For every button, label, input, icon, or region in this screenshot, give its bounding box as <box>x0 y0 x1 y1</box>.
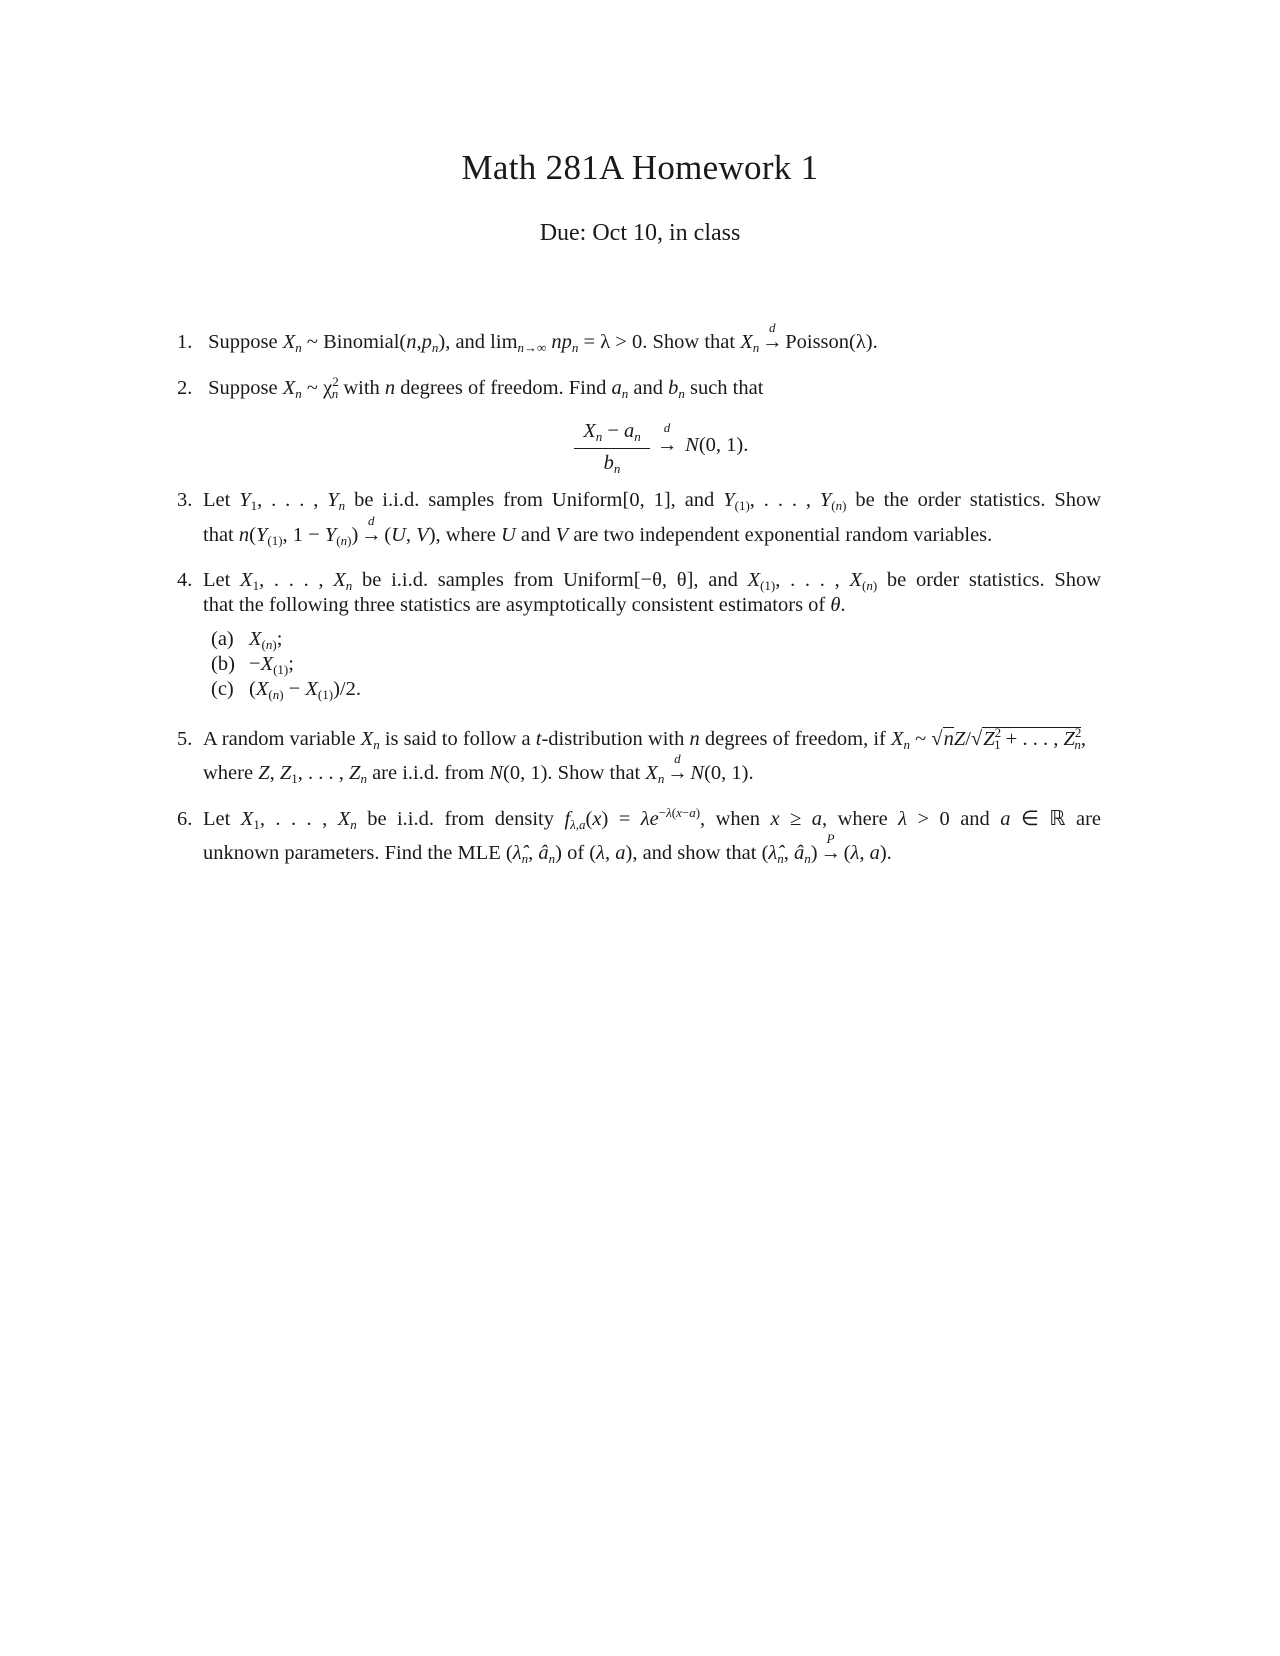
document-title: Math 281A Homework 1 <box>461 148 819 187</box>
problem-number: 6. <box>177 808 193 830</box>
converges-in-distribution-arrow: d → <box>361 513 382 546</box>
problem-4-line-2: that the following three statistics are asymptotically consistent estimators of θ. <box>203 594 846 616</box>
sqrt-symbol: √ <box>931 728 943 750</box>
converges-in-distribution-arrow: d → <box>657 420 678 456</box>
problem-number: 3. <box>177 489 193 511</box>
converges-in-distribution-arrow: d → <box>667 751 688 784</box>
problem-3-line-2: that $n(Y_{(1)}$, $1 - Y_{(n)}$) d → (U, V), where U and V are two independent exponential random variables. <box>203 513 993 548</box>
problem-5-line-2: where Z, $Z_1$, . . . , $Z_n$ are i.i.d. from N(0, 1). Show that $X_n$ d → N(0, 1). <box>203 751 754 786</box>
problem-3-line-1: 3. Let $Y_1$, . . . , $Y_n$ be i.i.d. samples from Uniform[0, 1], and $Y_{(1)}$, . . . , $Y_{(n)}$ be the order statistics. Show <box>177 489 1102 513</box>
converges-in-distribution-arrow: d → <box>762 320 783 353</box>
fraction-bar <box>574 448 650 449</box>
converges-in-probability-arrow: P → <box>820 831 842 864</box>
problem-6-line-1: 6. Let $X_1$, . . . , $X_n$ be i.i.d. from density $f_{\lambda,a}(x) = \lambda e^{-\lambda(x-a)}$, when x ≥ a, where λ > 0 and a ∈ ℝ are <box>177 805 1101 832</box>
homework-page: Math 281A Homework 1 Due: Oct 10, in class 1. Suppose $X_n$ ~ $Binomial(n,p_n)$, and $\lim_{n\to\infty} np_n = \lambda > 0$. Show that $X_n$ d → Poisson(λ). 2. Suppose $X_n$ ~ $\chi^2_n$ with n degrees of freedom. Find $a_n$ and $b_n$ such that $X_n - a_n$ $b_n$ d → N(0, 1). 3. Let $Y_1$, . . . , $Y_n$ be i.i.d. samples from Uniform[0, 1], and $Y_{(1)}$, . . . , $Y_{(n)}$ be the order statistics. Show that $n(Y_{(1)}$, $1 - Y_{(n)}$) d → (U, V), where U and V are two independent exponential random variables. 4. Let $X_1$, . . . , $X_n$ be i.i.d. samples from Uniform[−θ, θ], and $X_{(1)}$, . . . , $X_{(n)}$ be order statistics. Show that the following three statistics are asymptotically consistent estimators of θ. (a) $X_{(n)}$; $(b) -X_{(1)}$; (c) $(X_{(n)} - X_{(1)})/2$. 5. A random variable $X_n$ is said to follow a t-distribution with n degrees of freedom, if $X_n$ ~ $√nZ/√Z^2_1$ + . . . , $Z^2_n$, where Z, $Z_1$, . . . , $Z_n$ are i.i.d. from N(0, 1). Show that $X_n$ d → N(0, 1). 6. Let $X_1$, . . . , $X_n$ be i.i.d. from density $f_{\lambda,a}(x) = \lambda e^{-\lambda(x-a)}$, when x ≥ a, where λ > 0 and a ∈ ℝ are unknown parameters. Find the MLE ($\lambdâ_n$, $â_n$) of (λ, a), and show that ($\lambdâ_n$, $â_n$) P → (λ, a). <box>0 0 1280 1656</box>
problem-4-line-1: 4. Let $X_1$, . . . , $X_n$ be i.i.d. samples from Uniform[−θ, θ], and $X_{(1)}$, . . . , $X_{(n)}$ be order statistics. Show <box>177 569 1102 593</box>
sqrt-symbol: √ <box>971 728 983 750</box>
problem-4-subitem-c: (c) $(X_{(n)} - X_{(1)})/2$. <box>211 678 361 702</box>
due-date: Due: Oct 10, in class <box>539 220 741 246</box>
problem-number: 4. <box>177 569 193 591</box>
problem-4-subitem-b: $(b) -X_{(1)}$; <box>211 653 294 677</box>
problem-number: 2. <box>177 377 193 399</box>
problem-number: 1. <box>177 331 193 353</box>
problem-5-line-1: 5. A random variable $X_n$ is said to follow a t-distribution with n degrees of freedom, if $X_n$ ~ $√nZ/√Z^2_1$ + . . . , $Z^2_n$, <box>177 725 1087 752</box>
problem-4-subitem-a: (a) $X_{(n)}$; <box>211 628 283 652</box>
problem-2: 2. Suppose $X_n$ ~ $\chi^2_n$ with n degrees of freedom. Find $a_n$ and $b_n$ such that <box>177 374 764 401</box>
problem-1: 1. Suppose $X_n$ ~ $Binomial(n,p_n)$, and $\lim_{n\to\infty} np_n = \lambda > 0$. Show that $X_n$ d → Poisson(λ). <box>177 320 878 355</box>
problem-6-line-2: unknown parameters. Find the MLE ($\lambdâ_n$, $â_n$) of (λ, a), and show that ($\lambdâ_n$, $â_n$) P → (λ, a). <box>203 831 892 866</box>
problem-number: 5. <box>177 728 193 750</box>
